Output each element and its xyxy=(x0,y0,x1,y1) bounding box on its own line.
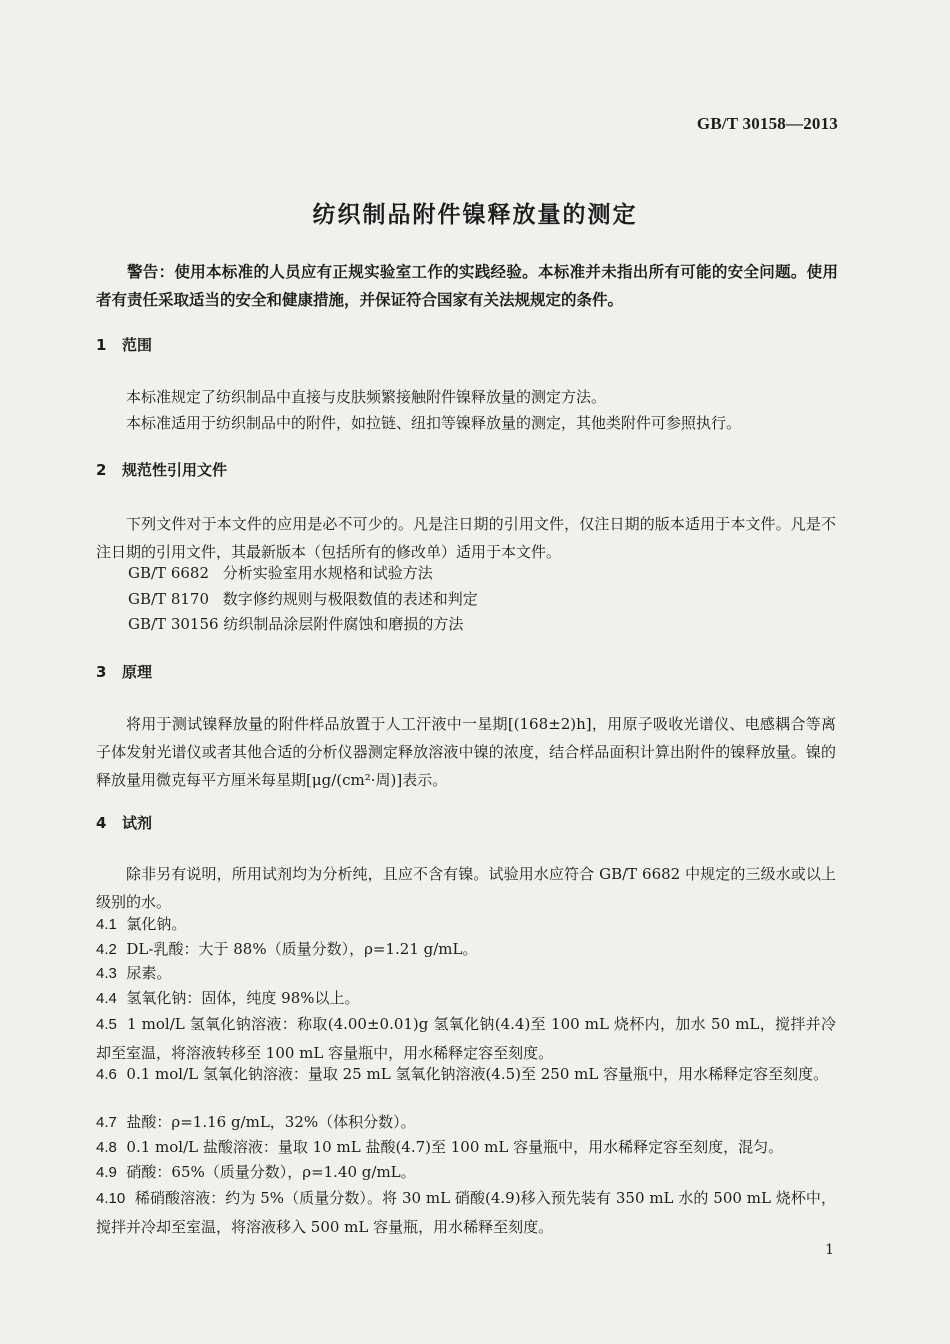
item-text: 0.1 mol/L 盐酸溶液：量取 10 mL 盐酸(4.7)至 100 mL 容量瓶中，用水稀释定容至刻度，混匀。 xyxy=(126,1138,784,1156)
item-number: 4.10 xyxy=(96,1190,126,1207)
page-number: 1 xyxy=(825,1242,834,1258)
section-heading-scope xyxy=(96,334,152,355)
section-title: 原理 xyxy=(122,663,153,681)
document-title: 纺织制品附件镍释放量的测定 xyxy=(312,202,638,228)
references-intro-paragraph: 下列文件对于本文件的应用是必不可少的。凡是注日期的引用文件，仅注日期的版本适用于本文件。凡是不注日期的引用文件，其最新版本（包括所有的修改单）适用于本文件。 xyxy=(96,515,836,561)
reference-code: GB/T 8170 xyxy=(128,590,210,608)
section-number: 4 xyxy=(96,814,107,832)
reference-item xyxy=(128,588,478,609)
reference-item xyxy=(128,562,433,583)
section-title: 试剂 xyxy=(122,814,153,832)
item-text: 氢氧化钠：固体，纯度 98%以上。 xyxy=(126,989,360,1007)
section-number: 2 xyxy=(96,461,107,479)
reference-title: 数字修约规则与极限数值的表述和判定 xyxy=(222,590,478,608)
item-number: 4.5 xyxy=(96,1016,117,1033)
item-text: 硝酸：65%（质量分数），ρ=1.40 g/mL。 xyxy=(126,1163,416,1181)
reference-item xyxy=(128,613,463,634)
reagents-intro-paragraph: 除非另有说明，所用试剂均为分析纯，且应不含有镍。试验用水应符合 GB/T 6682 中规定的三级水或以上级别的水。 xyxy=(96,865,836,911)
section-number: 1 xyxy=(96,336,107,354)
reference-title: 纺织制品涂层附件腐蚀和磨损的方法 xyxy=(223,615,464,633)
scope-paragraph-1: 本标准规定了纺织制品中直接与皮肤频繁接触附件镍释放量的测定方法。 xyxy=(126,388,607,406)
item-number: 4.6 xyxy=(96,1066,117,1083)
item-text: 0.1 mol/L 氢氧化钠溶液：量取 25 mL 氢氧化钠溶液(4.5)至 250 mL 容量瓶中，用水稀释定容至刻度。 xyxy=(126,1065,829,1083)
reagent-item xyxy=(96,1010,836,1067)
item-number: 4.9 xyxy=(96,1164,117,1181)
item-number: 4.4 xyxy=(96,990,117,1007)
item-number: 4.2 xyxy=(96,941,117,958)
item-text: 盐酸：ρ=1.16 g/mL，32%（体积分数）。 xyxy=(126,1113,416,1131)
item-number: 4.3 xyxy=(96,965,117,982)
item-text: 稀硝酸溶液：约为 5%（质量分数）。将 30 mL 硝酸(4.9)移入预先装有 350 mL 水的 500 mL 烧杯中，搅拌并冷却至室温，将溶液移入 500 mL 容量瓶，用水稀释至刻度。 xyxy=(96,1189,836,1236)
section-title: 规范性引用文件 xyxy=(122,461,228,479)
item-number: 4.7 xyxy=(96,1114,117,1131)
section-heading-principle xyxy=(96,661,152,682)
reference-code: GB/T 30156 xyxy=(128,615,219,633)
section-heading-normative-references xyxy=(96,459,227,480)
item-text: 氯化钠。 xyxy=(126,915,187,933)
reference-code: GB/T 6682 xyxy=(128,564,210,582)
reagent-item xyxy=(96,1060,836,1089)
scope-paragraph-2: 本标准适用于纺织制品中的附件，如拉链、纽扣等镍释放量的测定，其他类附件可参照执行。 xyxy=(126,414,742,432)
item-number: 4.1 xyxy=(96,916,117,933)
reference-title: 分析实验室用水规格和试验方法 xyxy=(222,564,433,582)
standard-number: GB/T 30158—2013 xyxy=(696,114,838,133)
item-text: 尿素。 xyxy=(126,964,172,982)
section-number: 3 xyxy=(96,663,107,681)
section-title: 范围 xyxy=(122,336,153,354)
reagent-item xyxy=(96,1158,836,1187)
reagent-item xyxy=(96,984,836,1013)
item-text: DL-乳酸：大于 88%（质量分数），ρ=1.21 g/mL。 xyxy=(126,940,478,958)
principle-paragraph: 将用于测试镍释放量的附件样品放置于人工汗液中一星期[(168±2)h]，用原子吸收光谱仪、电感耦合等离子体发射光谱仪或者其他合适的分析仪器测定释放溶液中镍的浓度，结合样品面积计算出附件的镍释放量。镍的释放量用微克每平方厘米每星期[μg/(cm²·周)]表示。 xyxy=(96,715,836,789)
section-heading-reagents xyxy=(96,812,152,833)
reagent-item xyxy=(96,1184,836,1241)
warning-paragraph: 警告：使用本标准的人员应有正规实验室工作的实践经验。本标准并未指出所有可能的安全问题。使用者有责任采取适当的安全和健康措施，并保证符合国家有关法规规定的条件。 xyxy=(96,263,838,309)
item-number: 4.8 xyxy=(96,1139,117,1156)
item-text: 1 mol/L 氢氧化钠溶液：称取(4.00±0.01)g 氢氧化钠(4.4)至 100 mL 烧杯内，加水 50 mL，搅拌并冷却至室温，将溶液转移至 100 mL 容量瓶中，用水稀释定容至刻度。 xyxy=(96,1015,836,1062)
